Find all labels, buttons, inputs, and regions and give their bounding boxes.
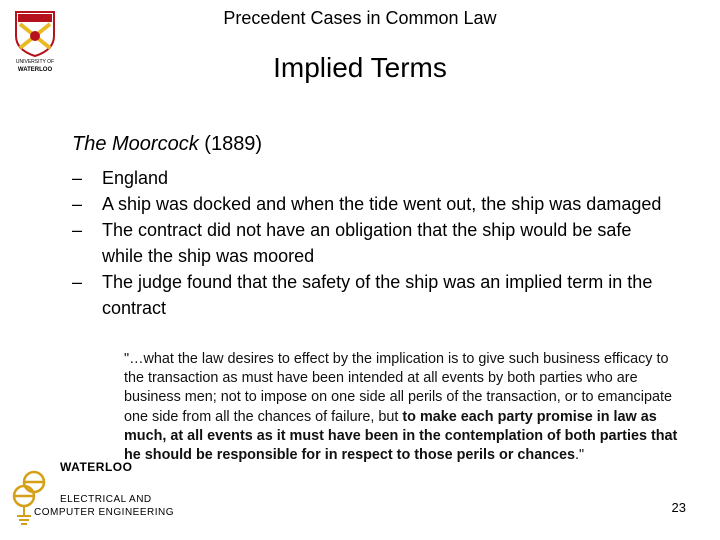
bullet-item xyxy=(72,191,672,217)
quote-emphasis: to make each party promise in law as much, at all events as it must have been in the contemplation of both parties that he should be responsible for in respect to those perils or chances xyxy=(124,408,678,464)
dash-marker: – xyxy=(72,272,83,292)
bullet-text: England xyxy=(102,168,169,188)
quote-end: ." xyxy=(575,447,585,464)
crest-line1: UNIVERSITY OF xyxy=(15,59,55,65)
case-name: The Moorcock xyxy=(72,133,199,155)
footer-dept-line1: ELECTRICAL AND xyxy=(60,494,152,505)
quote-plain: "…what the law desires to effect by the implication is to give such business efficacy to the transaction as must have been intended at all events by both parties who are business men; not to impose on one side all perils of the transaction, or to emancipate one side from all the chances of failure, but xyxy=(124,351,672,425)
judgment-quote xyxy=(124,350,684,465)
bullet-item xyxy=(72,217,672,269)
bullet-text: The contract did not have an obligation that the ship would be safe while the ship was moored xyxy=(102,220,632,266)
dash-marker: – xyxy=(72,168,83,188)
bullet-text: A ship was docked and when the tide went out, the ship was damaged xyxy=(102,194,662,214)
page-number: 23 xyxy=(671,500,686,515)
header-title: Precedent Cases in Common Law xyxy=(223,8,497,28)
bullet-list xyxy=(72,165,672,321)
case-heading xyxy=(72,133,262,156)
case-year: (1889) xyxy=(204,133,263,155)
footer-dept-line2: COMPUTER ENGINEERING xyxy=(34,507,175,518)
dash-marker: – xyxy=(72,194,83,214)
dash-marker: – xyxy=(72,220,83,240)
bullet-item xyxy=(72,165,672,191)
bullet-text: The judge found that the safety of the ship was an implied term in the contract xyxy=(102,272,653,318)
crest-line2: WATERLOO xyxy=(17,67,53,73)
slide-title: Implied Terms xyxy=(273,52,447,83)
bullet-item xyxy=(72,269,672,321)
footer-waterloo: WATERLOO xyxy=(60,460,133,474)
